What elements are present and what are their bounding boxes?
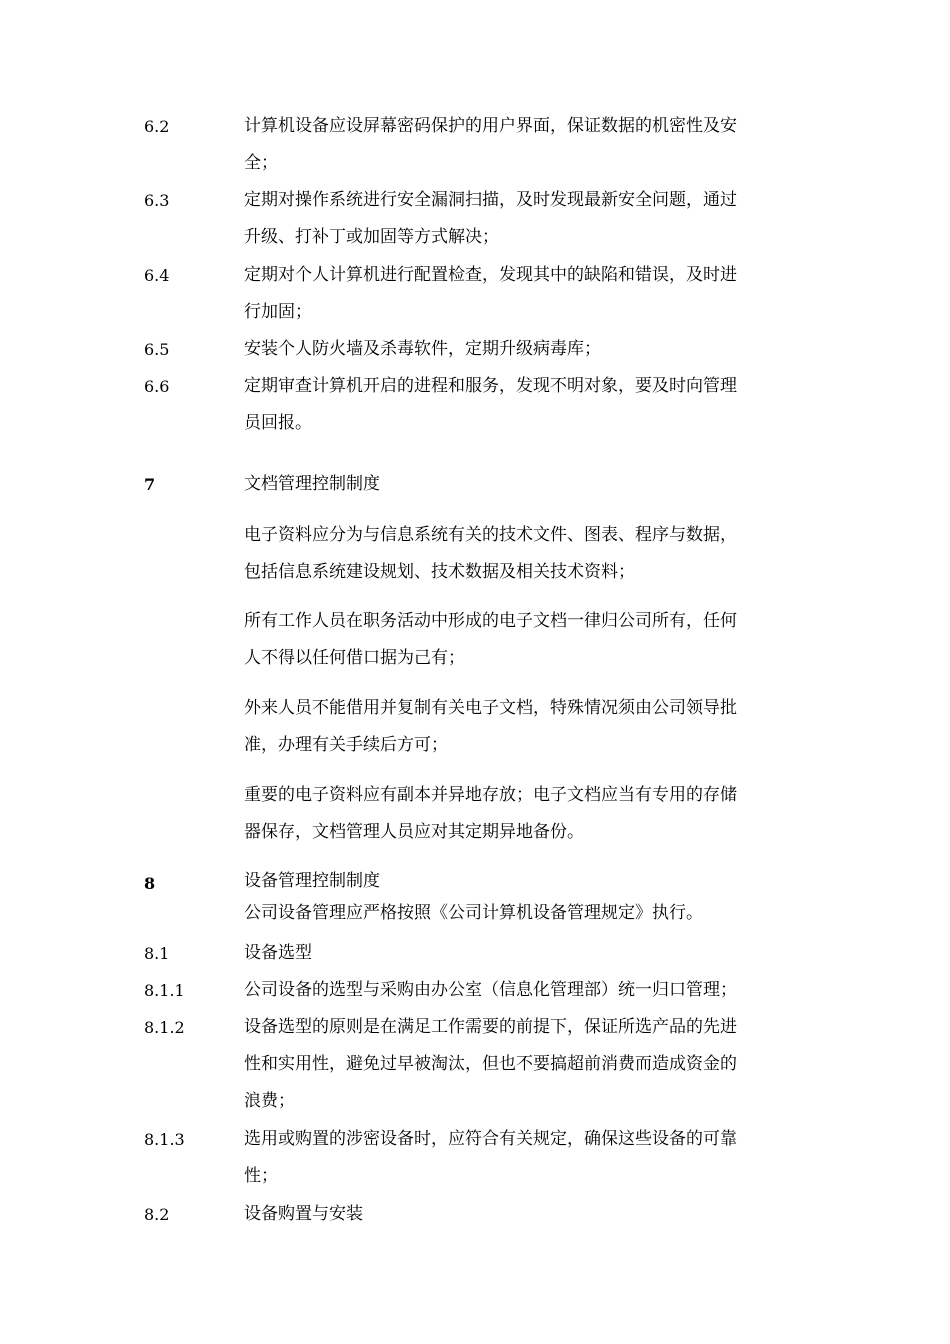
text-line: 设备选型的原则是在满足工作需要的前提下，保证所选产品的先进 <box>244 1017 737 1037</box>
clause-number: 6.6 <box>144 377 170 396</box>
clause-text <box>244 108 810 182</box>
text-line: 计算机设备应设屏幕密码保护的用户界面，保证数据的机密性及安 <box>244 116 737 136</box>
section-paragraph <box>244 603 810 677</box>
clause-number: 8.1 <box>144 944 170 963</box>
text-line: 全； <box>244 153 278 173</box>
text-line: 定期对操作系统进行安全漏洞扫描，及时发现最新安全问题，通过 <box>244 190 737 210</box>
text-line: 升级、打补丁或加固等方式解决； <box>244 227 499 247</box>
section-number: 8 <box>144 874 156 893</box>
clause-number: 8.1.3 <box>144 1130 185 1149</box>
text-line: 浪费； <box>244 1091 295 1111</box>
text-line: 选用或购置的涉密设备时，应符合有关规定，确保这些设备的可靠 <box>244 1129 737 1149</box>
section-paragraph <box>244 690 810 764</box>
text-line: 器保存，文档管理人员应对其定期异地备份。 <box>244 822 584 842</box>
clause-text <box>244 1009 810 1120</box>
text-line: 人不得以任何借口据为己有； <box>244 648 465 668</box>
text-line: 性； <box>244 1166 278 1186</box>
clause-text <box>244 257 810 331</box>
text-line: 所有工作人员在职务活动中形成的电子文档一律归公司所有，任何 <box>244 611 737 631</box>
clause-text <box>244 1196 810 1233</box>
clause-text <box>244 182 810 256</box>
clause-text <box>244 1121 810 1195</box>
text-line: 设备选型 <box>244 943 312 963</box>
section-title: 设备管理控制制度 <box>244 871 380 891</box>
text-line: 准，办理有关手续后方可； <box>244 735 448 755</box>
text-line: 行加固； <box>244 302 312 322</box>
text-line: 性和实用性，避免过早被淘汰，但也不要搞超前消费而造成资金的 <box>244 1054 737 1074</box>
section-paragraph <box>244 777 810 851</box>
text-line: 公司设备的选型与采购由办公室（信息化管理部）统一归口管理； <box>244 980 737 1000</box>
clause-text <box>244 972 810 1009</box>
text-line: 重要的电子资料应有副本并异地存放；电子文档应当有专用的存储 <box>244 785 737 805</box>
section-title: 文档管理控制制度 <box>244 474 380 494</box>
clause-text <box>244 935 810 972</box>
section-paragraph <box>244 517 810 591</box>
section-intro: 公司设备管理应严格按照《公司计算机设备管理规定》执行。 <box>244 903 703 923</box>
text-line: 电子资料应分为与信息系统有关的技术文件、图表、程序与数据， <box>244 525 737 545</box>
clause-number: 8.2 <box>144 1205 170 1224</box>
clause-number: 6.5 <box>144 340 170 359</box>
section-number: 7 <box>144 475 156 494</box>
clause-number: 8.1.1 <box>144 981 185 1000</box>
section-header <box>244 865 810 929</box>
text-line: 员回报。 <box>244 413 312 433</box>
clause-text <box>244 368 810 442</box>
text-line: 设备购置与安装 <box>244 1204 363 1224</box>
text-line: 外来人员不能借用并复制有关电子文档，特殊情况须由公司领导批 <box>244 698 737 718</box>
text-line: 定期对个人计算机进行配置检查，发现其中的缺陷和错误，及时进 <box>244 265 737 285</box>
clause-text <box>244 331 810 368</box>
clause-number: 6.3 <box>144 191 170 210</box>
text-line: 安装个人防火墙及杀毒软件，定期升级病毒库； <box>244 339 601 359</box>
text-line: 定期审查计算机开启的进程和服务，发现不明对象，要及时向管理 <box>244 376 737 396</box>
clause-number: 6.2 <box>144 117 170 136</box>
clause-number: 8.1.2 <box>144 1018 185 1037</box>
text-line: 包括信息系统建设规划、技术数据及相关技术资料； <box>244 562 635 582</box>
clause-number: 6.4 <box>144 266 170 285</box>
